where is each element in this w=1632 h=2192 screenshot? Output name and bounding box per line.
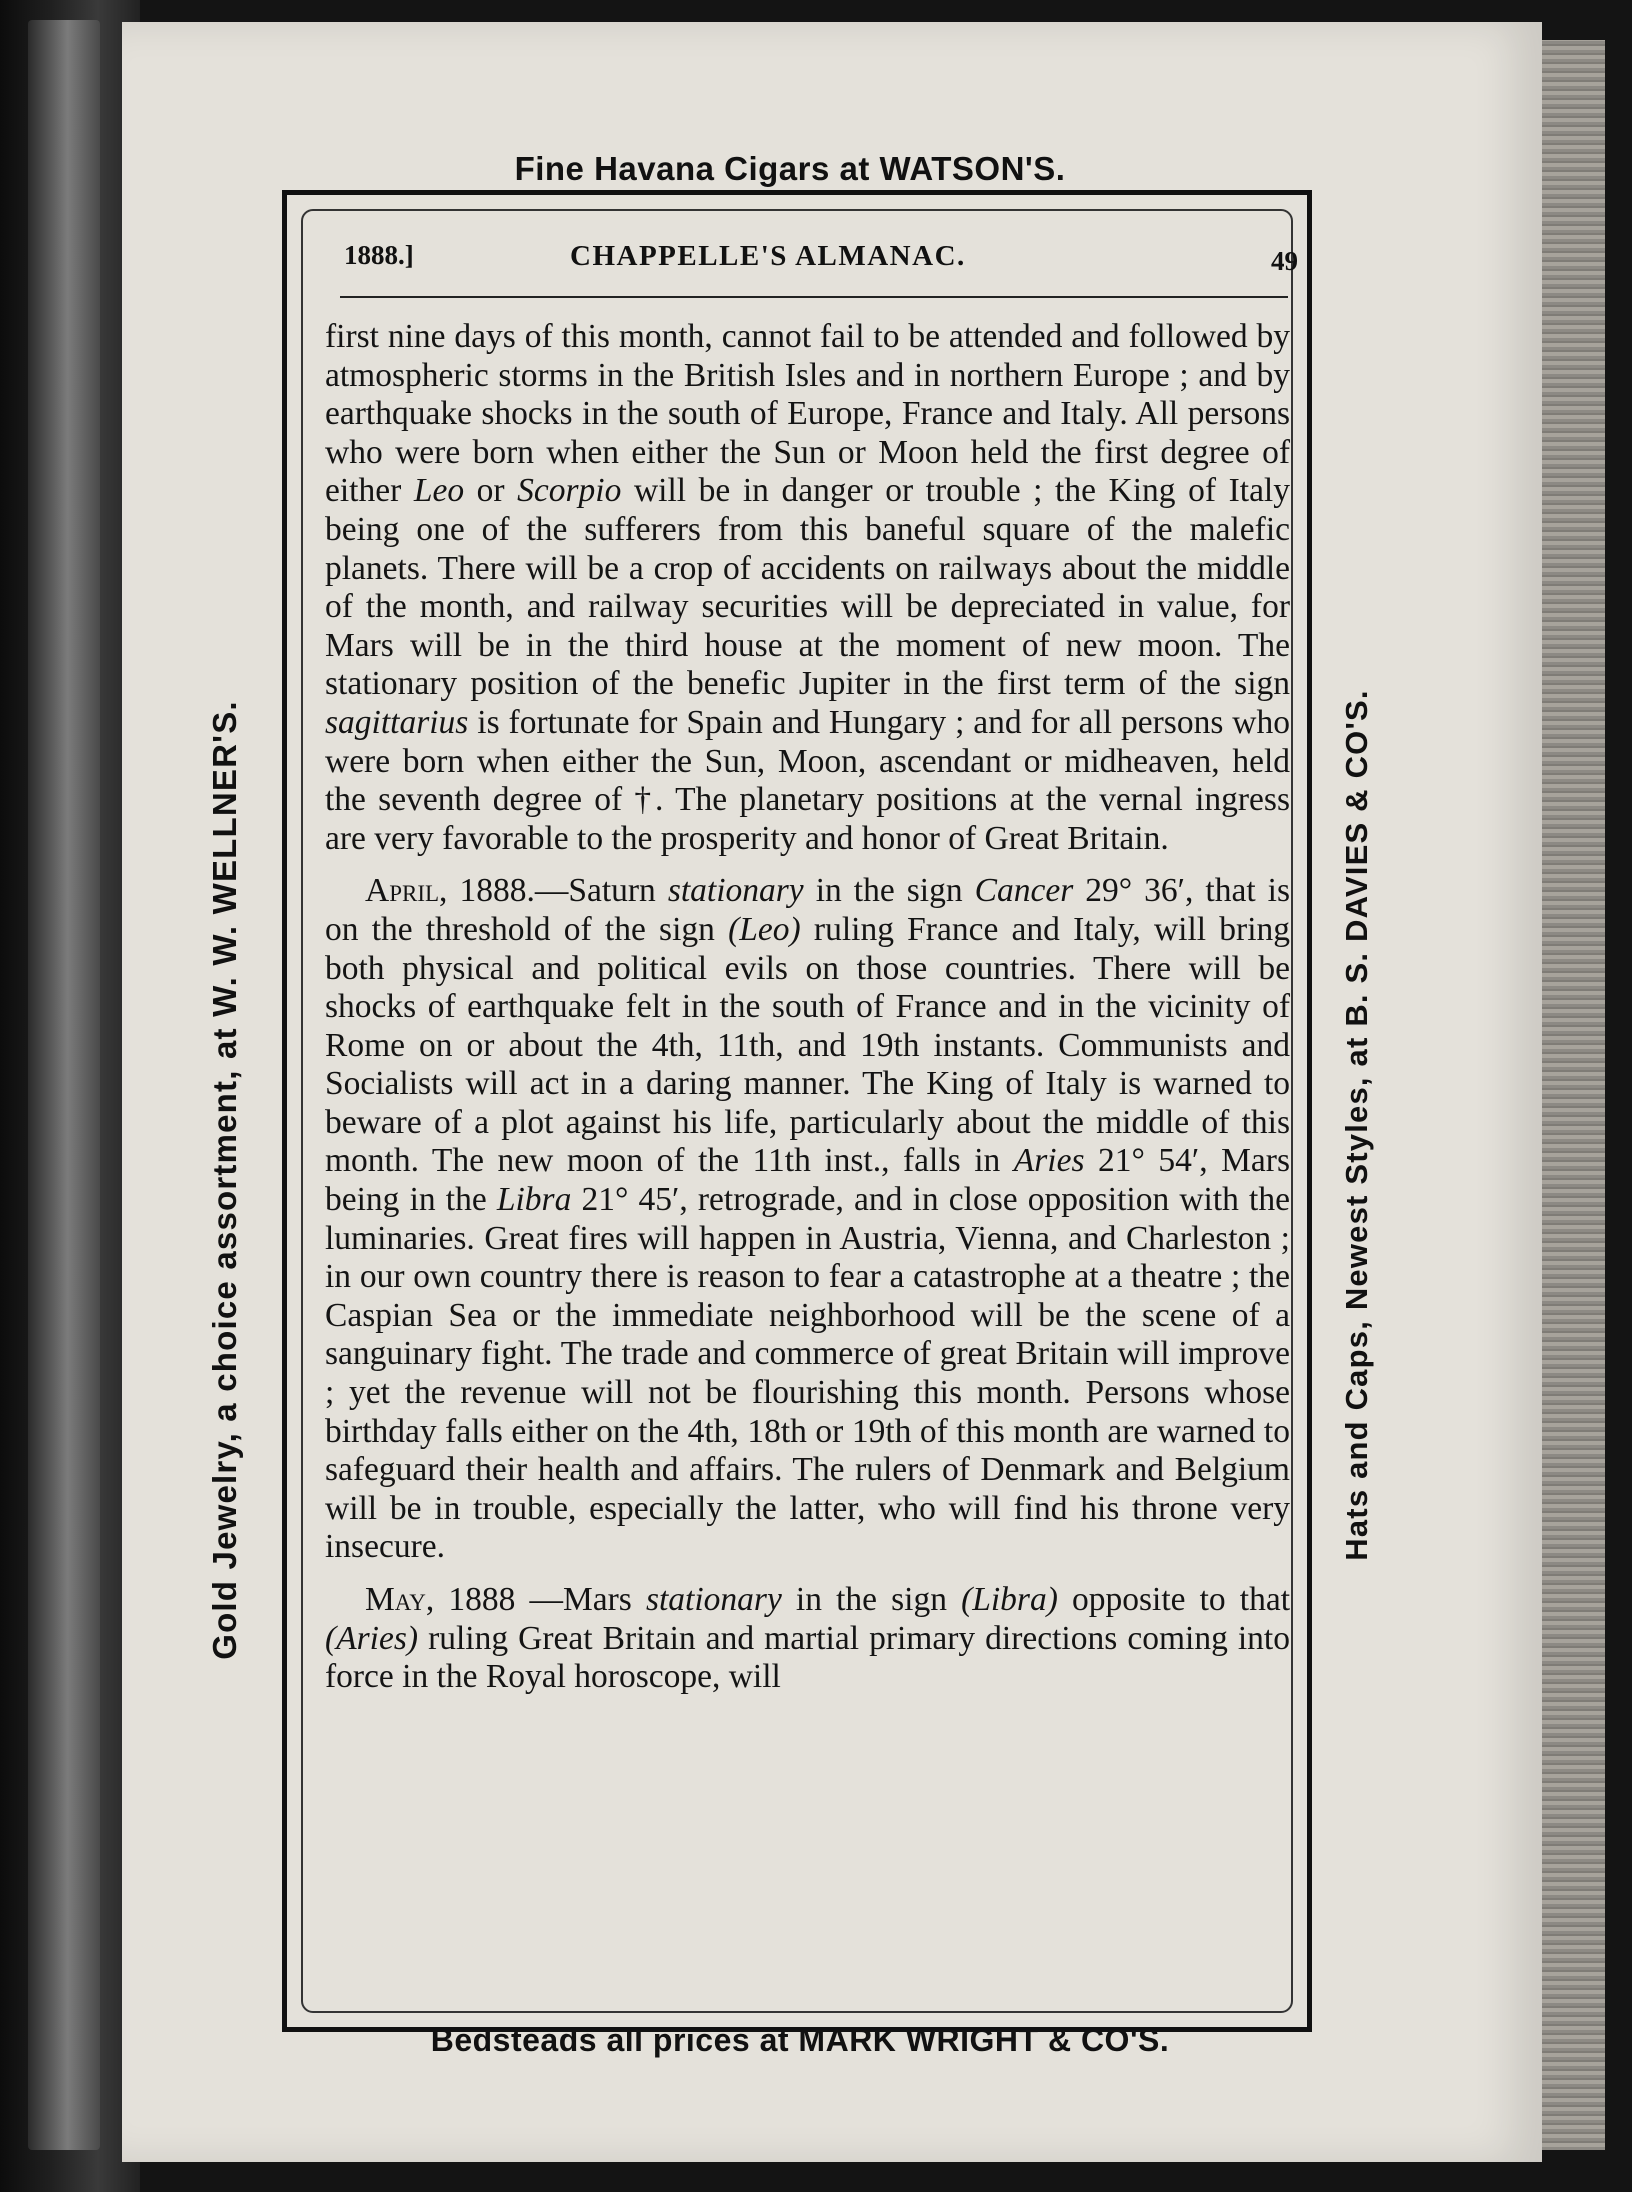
page-stack-edge (1535, 40, 1605, 2150)
text-run: , 1888 —Mars (425, 1581, 646, 1618)
right-advertisement: Hats and Caps, Newest Styles, at B. S. DAVIES & CO'S. (1339, 689, 1374, 1561)
text-run: ruling Great Britain and martial primary directions coming into force in the Royal horoscope, will (325, 1619, 1290, 1696)
bottom-advertisement: Bedsteads all prices at MARK WRIGHT & CO'S. (430, 2022, 1170, 2058)
page-number: 49 (1271, 246, 1298, 276)
text-run: , 1888.—Saturn (439, 872, 668, 910)
paragraph-continuation (325, 318, 1290, 858)
italic-term: Scorpio (517, 472, 622, 510)
text-run: 29° 36′, that is on the threshold of the sign (325, 872, 1290, 948)
text-run: 21° 54′, Mars being in the (325, 1142, 1290, 1219)
italic-term: Libra (496, 1181, 572, 1219)
text-run: is fortunate for Spain and Hungary ; and for all persons who were born when either the Sun, Moon, ascendant or midheaven, held the seventh degree of †. The planetary positions at the vernal ingress are very favorable to the prosperity and honor of Great Britain. (325, 703, 1290, 857)
text-run: 21° 45′, retrograde, and in close opposition with the luminaries. Great fires will happen in Austria, Vienna, and Charleston ; in our own country there is reason to fear a catastrophe at a theatre ; the Caspian Sea or the immediate neighborhood will be the scene of a sanguinary fight. The trade and commerce of great Britain will improve ; yet the revenue will not be flourishing this month. Persons whose birthday falls either on the 4th, 18th or 19th of this month are warned to safeguard their health and affairs. The rulers of Denmark and Belgium will be in trouble, especially the latter, who will find his throne very insecure. (325, 1181, 1290, 1566)
italic-term: Cancer (974, 872, 1074, 910)
facing-page-edge (28, 20, 100, 2150)
month-heading: April (365, 872, 440, 910)
paragraph-may (325, 1581, 1290, 1697)
body-text (325, 318, 1290, 1697)
italic-term: (Libra) (961, 1581, 1058, 1618)
italic-term: (Leo) (728, 910, 801, 948)
italic-term: (Aries) (325, 1619, 419, 1657)
header-title: CHAPPELLE'S ALMANAC. (570, 240, 966, 272)
italic-term: Leo (413, 472, 465, 510)
header-year: 1888.] (344, 240, 414, 270)
text-run: first nine days of this month, cannot fail to be attended and followed by atmospheric storms in the British Isles and in northern Europe ; and by earthquake shocks in the south of Europe, France and Italy. All persons who were born when either the Sun or Moon held the first degree of either (325, 318, 1290, 510)
italic-term: stationary (667, 872, 804, 910)
header-rule (340, 296, 1288, 298)
italic-term: Aries (1013, 1142, 1085, 1180)
text-run: ruling France and Italy, will bring both physical and political evils on those countries. There will be shocks of earthquake felt in the south of France and in the vicinity of Rome on or about the 4th, 11th, and 19th instants. Communists and Socialists will act in a daring manner. The King of Italy is warned to beware of a plot against his life, particularly about the middle of this month. The new moon of the 11th inst., falls in (325, 910, 1291, 1180)
italic-term: sagittarius (325, 703, 469, 741)
text-run: will be in danger or trouble ; the King of Italy being one of the sufferers from this baneful square of the malefic planets. There will be a crop of accidents on railways about the middle of the month, and railway securities will be depreciated in value, for Mars will be in the third house at the moment of new moon. The stationary position of the benefic Jupiter in the first term of the sign (325, 472, 1290, 703)
text-run: opposite to that (1057, 1581, 1291, 1618)
italic-term: stationary (645, 1581, 782, 1618)
running-head (340, 240, 1300, 290)
text-run: or (464, 472, 518, 510)
text-run: in the sign (781, 1581, 962, 1618)
month-heading: May (365, 1581, 426, 1618)
top-advertisement: Fine Havana Cigars at WATSON'S. (514, 150, 1066, 187)
text-run: in the sign (803, 872, 975, 910)
left-advertisement: Gold Jewelry, a choice assortment, at W. W. WELLNER'S. (206, 700, 243, 1660)
book-spine (0, 0, 140, 2192)
paragraph-april (325, 872, 1290, 1567)
